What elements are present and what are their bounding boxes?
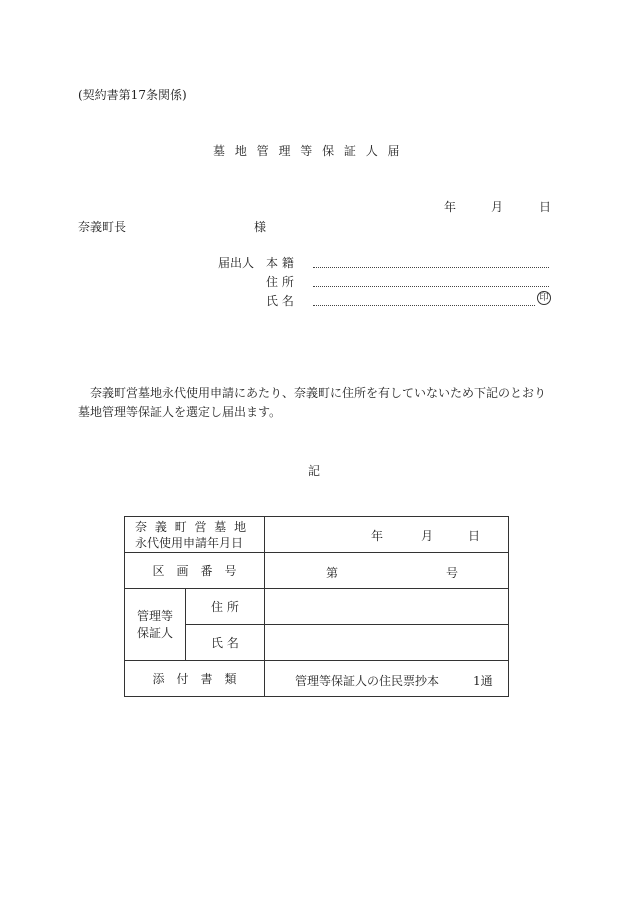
applicant-name-label: 氏 名 (266, 294, 294, 308)
plot-number-prefix: 第 (326, 566, 339, 580)
application-date-field[interactable] (265, 517, 509, 553)
guarantor-name-label: 氏 名 (185, 625, 264, 661)
date-year: 年 (444, 200, 457, 214)
plot-number-suffix: 号 (446, 566, 459, 580)
applicant-name-field[interactable] (313, 305, 535, 306)
attachment-document-name: 管理等保証人の住民票抄本 (295, 674, 440, 688)
application-date-year: 年 (371, 529, 384, 543)
application-date-month: 月 (421, 529, 434, 543)
table-row-application-date (125, 517, 509, 553)
table-row-attachments (125, 661, 509, 697)
application-date-label (125, 517, 265, 553)
addressee-honorific: 様 (254, 220, 267, 234)
applicant-address-label: 住 所 (266, 275, 294, 289)
ki-heading: 記 (308, 464, 321, 478)
reference-note: (契約書第17条関係) (78, 88, 187, 102)
date-day: 日 (539, 200, 552, 214)
guarantor-address-field[interactable] (265, 589, 509, 625)
record-table (124, 516, 509, 697)
application-date-label-line2: 永代使用申請年月日 (135, 535, 244, 550)
attachments-field (265, 661, 509, 697)
date-month: 月 (491, 200, 504, 214)
applicant-address-field[interactable] (313, 286, 549, 287)
applicant-label: 届出人 (218, 256, 255, 270)
application-date-label-line1: 奈 義 町 営 墓 地 (135, 519, 249, 534)
applicant-honseki-field[interactable] (313, 267, 549, 268)
plot-number-field[interactable] (265, 553, 509, 589)
guarantor-label-line1: 管理等 (136, 608, 173, 623)
guarantor-label-line2: 保証人 (136, 625, 173, 640)
statement-paragraph: 奈義町営墓地永代使用申請にあたり、奈義町に住所を有していないため下記のとおり墓地管理等保証人を選定し届出ます。 (78, 386, 547, 419)
plot-number-label: 区 画 番 号 (125, 553, 265, 589)
table-row-plot-number (125, 553, 509, 589)
guarantor-label (125, 589, 186, 661)
application-date-day: 日 (468, 529, 481, 543)
applicant-honseki-label: 本 籍 (266, 256, 294, 270)
addressee-name: 奈義町長 (78, 220, 127, 234)
table-row-guarantor-address (125, 589, 509, 625)
guarantor-address-label: 住 所 (185, 589, 264, 625)
guarantor-name-field[interactable] (265, 625, 509, 661)
attachments-label: 添 付 書 類 (125, 661, 265, 697)
seal-mark-icon: 印 (537, 291, 551, 305)
attachment-document-count: 1通 (473, 674, 493, 688)
document-title: 墓 地 管 理 等 保 証 人 届 (213, 144, 403, 158)
